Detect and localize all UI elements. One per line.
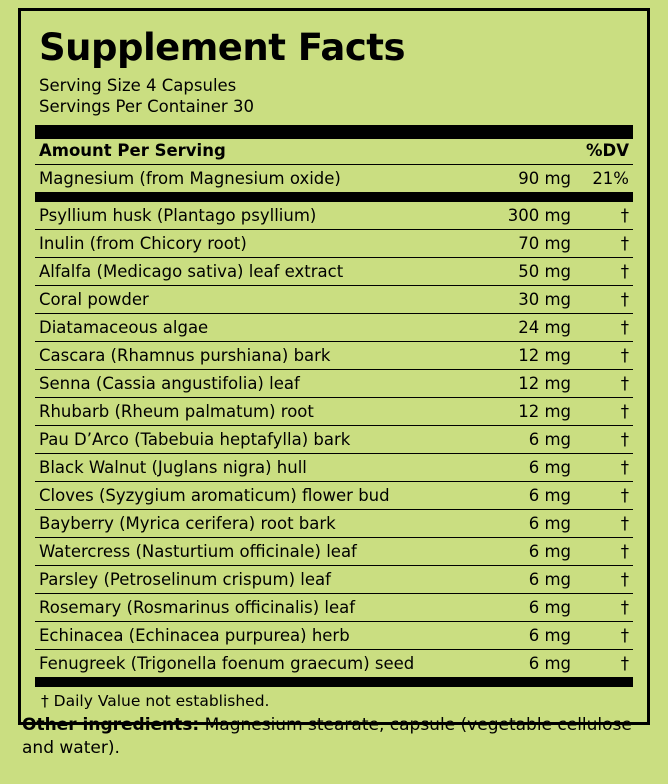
table-row — [35, 230, 633, 258]
table-row — [35, 398, 633, 426]
ingredient-name: Fenugreek (Trigonella foenum graecum) seed — [39, 653, 415, 673]
ingredient-daily-value: † — [620, 457, 629, 477]
ingredient-daily-value: † — [620, 569, 629, 589]
supplement-facts-panel — [18, 8, 650, 725]
table-row — [35, 314, 633, 342]
ingredient-name: Magnesium (from Magnesium oxide) — [39, 168, 341, 188]
ingredient-daily-value: † — [620, 625, 629, 645]
ingredient-amount: 300 mg — [507, 205, 571, 225]
ingredient-name: Rosemary (Rosmarinus officinalis) leaf — [39, 597, 356, 617]
ingredient-amount: 12 mg — [518, 373, 571, 393]
footnote: † Daily Value not established. — [41, 692, 270, 710]
other-ingredients-label: Other ingredients: — [22, 715, 200, 735]
ingredient-daily-value: † — [620, 373, 629, 393]
ingredient-amount: 30 mg — [518, 289, 571, 309]
ingredient-amount: 90 mg — [518, 168, 571, 188]
divider-thick-top — [35, 125, 633, 139]
ingredient-daily-value: † — [620, 429, 629, 449]
ingredient-daily-value: † — [620, 317, 629, 337]
ingredient-amount: 6 mg — [528, 541, 571, 561]
table-row — [35, 286, 633, 314]
ingredient-name: Alfalfa (Medicago sativa) leaf extract — [39, 261, 344, 281]
ingredient-name: Coral powder — [39, 289, 149, 309]
ingredient-name: Pau D’Arco (Tabebuia heptafylla) bark — [39, 429, 351, 449]
ingredient-daily-value: † — [620, 233, 629, 253]
table-row — [35, 202, 633, 230]
ingredient-daily-value: † — [620, 401, 629, 421]
ingredient-daily-value: † — [620, 205, 629, 225]
header-dv: %DV — [586, 141, 629, 160]
ingredient-daily-value: † — [620, 513, 629, 533]
page-title: Supplement Facts — [39, 26, 406, 69]
ingredient-daily-value: † — [620, 541, 629, 561]
ingredient-name: Parsley (Petroselinum crispum) leaf — [39, 569, 331, 589]
ingredient-name: Echinacea (Echinacea purpurea) herb — [39, 625, 350, 645]
ingredient-daily-value: † — [620, 289, 629, 309]
table-row — [35, 370, 633, 398]
ingredient-name: Rhubarb (Rheum palmatum) root — [39, 401, 314, 421]
table-row — [35, 594, 633, 622]
ingredient-amount: 6 mg — [528, 653, 571, 673]
table-row — [35, 342, 633, 370]
other-ingredients — [22, 714, 644, 760]
ingredient-amount: 70 mg — [518, 233, 571, 253]
ingredient-daily-value: † — [620, 597, 629, 617]
table-row — [35, 454, 633, 482]
table-row — [35, 650, 633, 677]
table-row — [35, 566, 633, 594]
divider-mid — [35, 192, 633, 202]
ingredient-name: Senna (Cassia angustifolia) leaf — [39, 373, 300, 393]
table-row — [35, 622, 633, 650]
table-row — [35, 482, 633, 510]
ingredient-daily-value: 21% — [592, 168, 629, 188]
divider-bottom — [35, 677, 633, 687]
ingredient-daily-value: † — [620, 653, 629, 673]
ingredient-amount: 6 mg — [528, 569, 571, 589]
ingredient-amount: 6 mg — [528, 457, 571, 477]
ingredient-name: Bayberry (Myrica cerifera) root bark — [39, 513, 336, 533]
ingredient-daily-value: † — [620, 345, 629, 365]
ingredient-daily-value: † — [620, 261, 629, 281]
table-row — [35, 258, 633, 286]
other-ingredients-text: Magnesium stearate, capsule (vegetable cellulose and water). — [22, 715, 632, 758]
header-amount-per-serving: Amount Per Serving — [39, 141, 226, 160]
table-row — [35, 538, 633, 566]
table-row — [35, 510, 633, 538]
ingredient-name: Cloves (Syzygium aromaticum) flower bud — [39, 485, 390, 505]
serving-size: Serving Size 4 Capsules — [39, 76, 237, 95]
ingredient-amount: 6 mg — [528, 429, 571, 449]
ingredient-amount: 6 mg — [528, 597, 571, 617]
ingredient-amount: 12 mg — [518, 401, 571, 421]
ingredient-amount: 6 mg — [528, 625, 571, 645]
ingredient-name: Inulin (from Chicory root) — [39, 233, 247, 253]
servings-per-container: Servings Per Container 30 — [39, 97, 254, 116]
primary-nutrient-rows — [35, 165, 633, 192]
ingredient-name: Black Walnut (Juglans nigra) hull — [39, 457, 307, 477]
ingredient-rows — [35, 202, 633, 677]
ingredient-name: Diatamaceous algae — [39, 317, 209, 337]
table-header-row — [35, 139, 633, 165]
ingredient-amount: 6 mg — [528, 485, 571, 505]
table-row — [35, 426, 633, 454]
ingredient-name: Psyllium husk (Plantago psyllium) — [39, 205, 317, 225]
ingredient-amount: 50 mg — [518, 261, 571, 281]
ingredient-amount: 24 mg — [518, 317, 571, 337]
ingredient-name: Watercress (Nasturtium officinale) leaf — [39, 541, 357, 561]
ingredient-daily-value: † — [620, 485, 629, 505]
ingredient-amount: 12 mg — [518, 345, 571, 365]
ingredient-name: Cascara (Rhamnus purshiana) bark — [39, 345, 331, 365]
table-row — [35, 165, 633, 192]
ingredient-amount: 6 mg — [528, 513, 571, 533]
